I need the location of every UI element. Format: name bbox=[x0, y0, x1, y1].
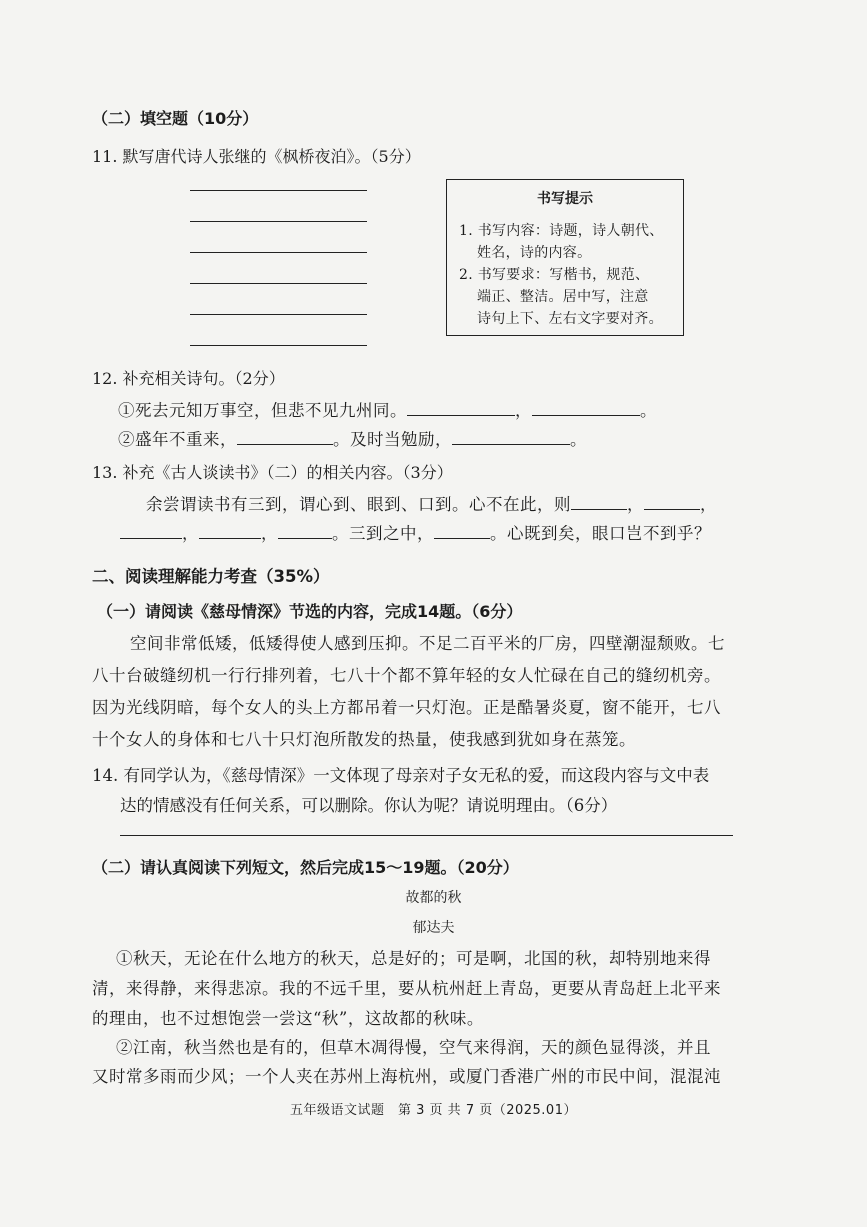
hint-line: 姓名，诗的内容。 bbox=[477, 245, 592, 261]
hint-line: 2. 书写要求：写楷书，规范、 bbox=[459, 267, 650, 283]
answer-line[interactable] bbox=[190, 314, 367, 315]
question-14: 14. 有同学认为，《慈母情深》一文体现了母亲对子女无私的爱，而这段内容与文中表 bbox=[92, 766, 710, 785]
part-1-heading: （一）请阅读《慈母情深》节选的内容，完成14题。（6分） bbox=[97, 602, 523, 621]
poem-text: 。及时当勉励， bbox=[333, 430, 452, 449]
section-heading-fill: （二）填空题（10分） bbox=[92, 109, 259, 128]
article-title: 故都的秋 bbox=[405, 890, 462, 906]
passage-line: 空间非常低矮，低矮得使人感到压抑。不足二百平米的厂房，四壁潮湿颓败。七 bbox=[130, 634, 725, 653]
fill-blank[interactable] bbox=[120, 524, 182, 539]
fill-blank[interactable] bbox=[644, 495, 700, 510]
article-line: ①秋天，无论在什么地方的秋天，总是好的；可是啊，北国的秋，却特别地来得 bbox=[116, 949, 711, 968]
text: 。心既到矣，眼口岂不到乎？ bbox=[490, 524, 711, 543]
hint-line: 端正、整洁。居中写，注意 bbox=[477, 289, 649, 305]
article-line: ②江南，秋当然也是有的，但草木凋得慢，空气来得润，天的颜色显得淡，并且 bbox=[116, 1038, 711, 1057]
answer-line[interactable] bbox=[190, 252, 367, 253]
question-12-item-2 bbox=[118, 426, 587, 450]
question-13: 13. 补充《古人谈读书》（二）的相关内容。（3分） bbox=[92, 463, 453, 482]
punct: 。 bbox=[640, 401, 657, 420]
article-author: 郁达夫 bbox=[412, 920, 455, 936]
punct: ， bbox=[261, 524, 278, 543]
question-11: 11. 默写唐代诗人张继的《枫桥夜泊》。（5分） bbox=[92, 147, 421, 166]
passage-line: 八十台破缝纫机一行行排列着，七八十个都不算年轻的女人忙碌在自己的缝纫机旁。 bbox=[92, 666, 721, 685]
passage-line: 十个女人的身体和七八十只灯泡所散发的热量，使我感到犹如身在蒸笼。 bbox=[92, 730, 636, 749]
fill-blank[interactable] bbox=[278, 524, 332, 539]
question-14-cont: 达的情感没有任何关系，可以删除。你认为呢？请说明理由。（6分） bbox=[120, 796, 618, 815]
punct: ， bbox=[182, 524, 199, 543]
fill-blank[interactable] bbox=[199, 524, 261, 539]
poem-text: ①死去元知万事空，但悲不见九州同。 bbox=[118, 401, 407, 420]
answer-line[interactable] bbox=[190, 190, 367, 191]
fill-blank[interactable] bbox=[434, 524, 490, 539]
hint-title: 书写提示 bbox=[537, 191, 593, 207]
question-12: 12. 补充相关诗句。（2分） bbox=[92, 369, 285, 388]
hint-line: 1. 书写内容：诗题，诗人朝代、 bbox=[459, 223, 664, 239]
part-2-heading: （二）请认真阅读下列短文，然后完成15～19题。（20分） bbox=[92, 858, 519, 877]
page-footer: 五年级语文试题 第 3 页 共 7 页（2025.01） bbox=[290, 1103, 577, 1118]
question-13-line-1 bbox=[146, 491, 717, 515]
fill-blank[interactable] bbox=[532, 401, 640, 416]
punct: 。 bbox=[570, 430, 587, 449]
text: 。三到之中， bbox=[332, 524, 434, 543]
fill-blank[interactable] bbox=[571, 495, 627, 510]
article-line: 又时常多雨而少风；一个人夹在苏州上海杭州，或厦门香港广州的市民中间，混混沌 bbox=[92, 1067, 721, 1086]
answer-line[interactable] bbox=[190, 345, 367, 346]
question-13-line-2 bbox=[120, 520, 711, 544]
article-line: 清，来得静，来得悲凉。我的不远千里，要从杭州赶上青岛，更要从青岛赶上北平来 bbox=[92, 979, 721, 998]
passage-line: 因为光线阴暗，每个女人的头上方都吊着一只灯泡。正是酷暑炎夏，窗不能开，七八 bbox=[92, 698, 721, 717]
answer-line[interactable] bbox=[190, 221, 367, 222]
poem-text: ②盛年不重来， bbox=[118, 430, 237, 449]
answer-line-q14[interactable] bbox=[120, 835, 733, 836]
punct: ， bbox=[700, 495, 717, 514]
question-12-item-1 bbox=[118, 397, 657, 421]
text: 余尝谓读书有三到，谓心到、眼到、口到。心不在此，则 bbox=[146, 495, 571, 514]
punct: ， bbox=[515, 401, 532, 420]
hint-line: 诗句上下、左右文字要对齐。 bbox=[477, 311, 663, 327]
fill-blank[interactable] bbox=[237, 430, 333, 445]
writing-hint-box bbox=[446, 179, 684, 336]
punct: ， bbox=[627, 495, 644, 514]
answer-line[interactable] bbox=[190, 283, 367, 284]
fill-blank[interactable] bbox=[452, 430, 570, 445]
article-line: 的理由，也不过想饱尝一尝这“秋”，这故都的秋味。 bbox=[92, 1009, 484, 1028]
fill-blank[interactable] bbox=[407, 401, 515, 416]
section-heading-reading: 二、阅读理解能力考查（35%） bbox=[92, 567, 330, 586]
